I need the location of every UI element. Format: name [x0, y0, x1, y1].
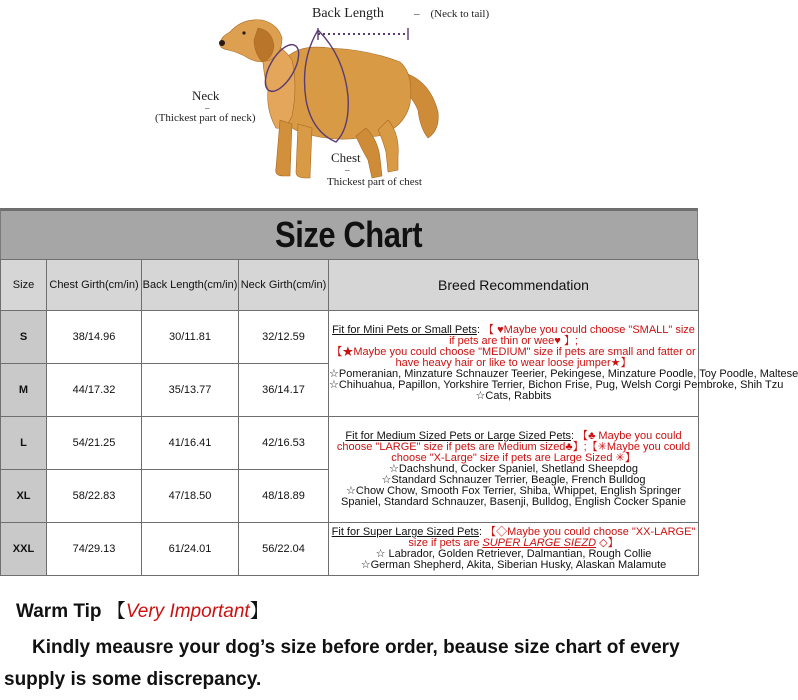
- neck-cell: 48/18.89: [239, 470, 329, 523]
- breed-list-item: ☆Cats, Rabbits: [475, 390, 552, 402]
- breed-note: ◇】: [599, 537, 619, 549]
- size-chart: [0, 208, 798, 580]
- size-chart-title-bar: [0, 208, 698, 260]
- chest-cell: 74/29.13: [47, 523, 142, 576]
- neck-note: (Thickest part of neck): [155, 112, 256, 124]
- bracket-open: 【: [106, 601, 126, 622]
- table-header-row: [1, 260, 699, 311]
- neck-cell: 36/14.17: [239, 364, 329, 417]
- header-chest-girth: Chest Girth(cm/in): [47, 260, 142, 311]
- chest-dash: –: [345, 165, 350, 175]
- size-cell: XL: [1, 470, 47, 523]
- breed-list-item: ☆Pomeranian, Minzature Schnauzer Teerier, Pekingese, Minzature Poodle, Toy Poodle, Maltese: [329, 368, 798, 380]
- back-length-note-text: (Neck to tail): [430, 8, 490, 20]
- breed-note: 【★Maybe you could choose "MEDIUM" size if pets are small and fatter or have heavy hair or like to wear loose jumper★】: [331, 346, 696, 369]
- size-table: [0, 259, 798, 576]
- breed-list-item: ☆ Labrador, Golden Retriever, Dalmantian, Rough Collie: [375, 548, 652, 560]
- header-breed-recommendation: Breed Recommendation: [329, 260, 699, 311]
- back-cell: 61/24.01: [142, 523, 239, 576]
- fit-label: Fit for Medium Sized Pets or Large Sized Pets: [345, 430, 572, 442]
- back-length-dash: –: [414, 8, 420, 20]
- breed-note: 【♣ Maybe you could choose "LARGE" size if pets are Medium sized♣】;: [336, 430, 682, 453]
- warm-tip-heading: [16, 596, 269, 623]
- back-cell: 47/18.50: [142, 470, 239, 523]
- breed-list-item: ☆Dachshund, Cocker Spaniel, Shetland Sheepdog: [389, 463, 638, 475]
- breed-note: 【 ♥Maybe you could choose "SMALL" size if pets are thin or wee♥ 】;: [449, 324, 695, 347]
- header-size: Size: [1, 260, 47, 311]
- bracket-close: 】: [249, 601, 269, 622]
- fit-label: Fit for Mini Pets or Small Pets: [332, 324, 477, 336]
- size-cell: S: [1, 311, 47, 364]
- chest-cell: 38/14.96: [47, 311, 142, 364]
- neck-dash: –: [205, 103, 210, 113]
- chest-label: Chest: [331, 150, 361, 165]
- breed-note-emphasis: SUPER LARGE SIEZD: [482, 537, 597, 549]
- back-length-label: Back Length: [312, 6, 384, 21]
- dog-illustration: [0, 0, 700, 208]
- back-cell: 35/13.77: [142, 364, 239, 417]
- back-cell: 30/11.81: [142, 311, 239, 364]
- header-neck-girth: Neck Girth(cm/in): [239, 260, 329, 311]
- size-chart-title: Size Chart: [275, 214, 423, 255]
- neck-cell: 42/16.53: [239, 417, 329, 470]
- header-back-length: Back Length(cm/in): [142, 260, 239, 311]
- breed-note: 【✳Maybe you could choose "X-Large" size if pets are Large Sized ✳】: [391, 441, 691, 464]
- neck-label: Neck: [192, 88, 220, 103]
- size-cell: XXL: [1, 523, 47, 576]
- neck-cell: 32/12.59: [239, 311, 329, 364]
- warm-tip-label: Warm Tip: [16, 601, 102, 622]
- breed-cell-medium: Fit for Medium Sized Pets or Large Sized Pets: 【♣ Maybe you could choose "LARGE" size if pets are Medium sized♣】;【✳Maybe you could choose "X-Large" size if pets are Large Sized ✳】 ☆Dachshund, Cocker Spaniel, Shetland Sheepdog ☆Standard Schnauzer Terrier, Beagle, French Bulldog ☆Chow Chow, Smooth Fox Terrier, Shiba, Whippet, English Springer Spaniel, Standard Schnauzer, Basenji, Bulldog, English Cocker Spanie: [329, 417, 699, 523]
- breed-list-item: ☆Chihuahua, Papillon, Yorkshire Terrier, Bichon Frise, Pug, Welsh Corgi Pembroke, Shih Tzu: [329, 379, 784, 391]
- breed-list-item: ☆Standard Schnauzer Terrier, Beagle, French Bulldog: [381, 474, 646, 486]
- breed-note: 【◇Maybe you could choose "XX-LARGE" size if pets are: [408, 526, 696, 549]
- breed-list-item: ☆Chow Chow, Smooth Fox Terrier, Shiba, Whippet, English Springer Spaniel, Standard Schnauzer, Basenji, Bulldog, English Cocker Spanie: [341, 485, 686, 508]
- breed-list-item: ☆German Shepherd, Akita, Siberian Husky, Alaskan Malamute: [360, 559, 667, 571]
- chest-cell: 58/22.83: [47, 470, 142, 523]
- very-important-text: Very Important: [125, 601, 250, 622]
- neck-cell: 56/22.04: [239, 523, 329, 576]
- back-cell: 41/16.41: [142, 417, 239, 470]
- chest-cell: 44/17.32: [47, 364, 142, 417]
- fit-label: Fit for Super Large Sized Pets: [331, 526, 480, 538]
- warm-tip-body: Kindly meausre your dog’s size before order, beause size chart of every supply is some discrepancy.: [4, 637, 680, 690]
- chest-note: Thickest part of chest: [327, 176, 422, 188]
- table-row: [1, 417, 699, 470]
- breed-cell-small: Fit for Mini Pets or Small Pets: 【 ♥Maybe you could choose "SMALL" size if pets are thin or wee♥ 】; 【★Maybe you could choose "MEDIUM" size if pets are small and fatter or have heavy hair or like to wear loose jumper★】 ☆Pomeranian, Minzature Schnauzer Teerier, Pekingese, Minzature Poodle, Toy Poodle, Maltese ☆Chihuahua, Papillon, Yorkshire Terrier, Bichon Frise, Pug, Welsh Corgi Pembroke, Shih Tzu ☆Cats, Rabbits: [329, 311, 699, 417]
- size-cell: M: [1, 364, 47, 417]
- size-cell: L: [1, 417, 47, 470]
- back-length-note: [414, 8, 489, 20]
- table-row: [1, 523, 699, 576]
- breed-cell-large: Fit for Super Large Sized Pets: 【◇Maybe you could choose "XX-LARGE" size if pets are SUPER LARGE SIEZD ◇】 ☆ Labrador, Golden Retriever, Dalmantian, Rough Collie ☆German Shepherd, Akita, Siberian Husky, Alaskan Malamute: [329, 523, 699, 576]
- table-row: [1, 311, 699, 364]
- chest-cell: 54/21.25: [47, 417, 142, 470]
